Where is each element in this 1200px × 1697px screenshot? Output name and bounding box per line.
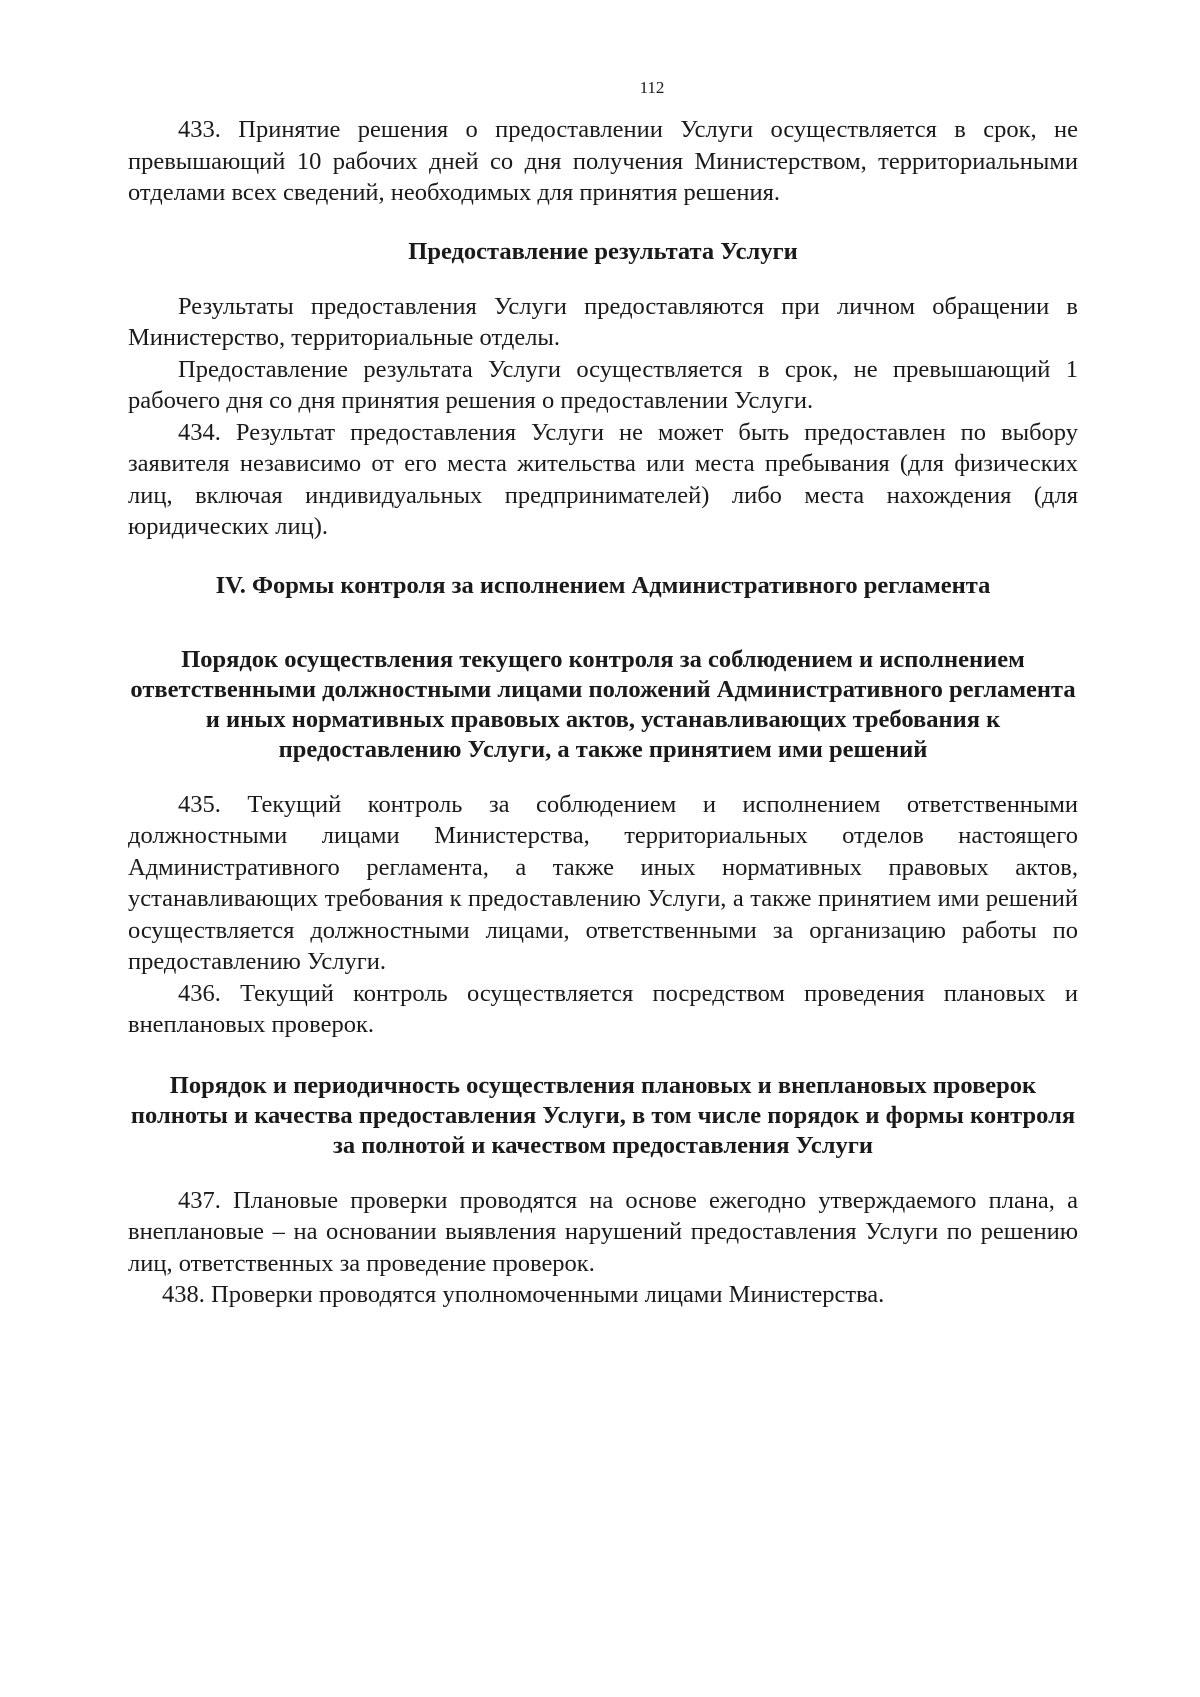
document-body [128, 114, 1078, 1311]
paragraph-436: 436. Текущий контроль осуществляется посредством проведения плановых и внеплановых проверок. [128, 979, 1078, 1038]
paragraph-437: 437. Плановые проверки проводятся на основе ежегодно утверждаемого плана, а внеплановые – на основании выявления нарушений предоставления Услуги по решению лиц, ответственных за проведение проверок. [128, 1186, 1078, 1277]
heading-current-control: Порядок осуществления текущего контроля за соблюдением и исполнением ответственными должностными лицами положений Административного регламента и иных нормативных правовых актов, устанавливающих требования к предоставлению Услуги, а также принятием ими решений [130, 645, 1076, 763]
page-number: 112 [639, 78, 665, 97]
paragraph-result-1: Результаты предоставления Услуги предоставляются при личном обращении в Министерство, территориальные отделы. [128, 292, 1078, 351]
paragraph-435: 435. Текущий контроль за соблюдением и исполнением ответственными должностными лицами Министерства, территориальных отделов настоящего Административного регламента, а также иных нормативных правовых актов, устанавливающих требования к предоставлению Услуги, а также принятием ими решений осуществляется должностными лицами, ответственными за организацию работы по предоставлению Услуги. [128, 790, 1078, 975]
paragraph-433: 433. Принятие решения о предоставлении Услуги осуществляется в срок, не превышающий 10 рабочих дней со дня получения Министерством, территориальными отделами всех сведений, необходимых для принятия решения. [128, 116, 1078, 206]
heading-result-provision: Предоставление результата Услуги [408, 237, 798, 265]
paragraph-result-2: Предоставление результата Услуги осуществляется в срок, не превышающий 1 рабочего дня со дня принятия решения о предоставлении Услуги. [128, 355, 1078, 414]
paragraph-438: 438. Проверки проводятся уполномоченными лицами Министерства. [162, 1281, 885, 1308]
heading-inspections: Порядок и периодичность осуществления плановых и внеплановых проверок полноты и качества предоставления Услуги, в том числе порядок и формы контроля за полнотой и качеством предоставления Услуги [130, 1071, 1076, 1159]
paragraph-434: 434. Результат предоставления Услуги не может быть предоставлен по выбору заявителя независимо от его места жительства или места пребывания (для физических лиц, включая индивидуальных предпринимателей) либо места нахождения (для юридических лиц). [128, 418, 1078, 540]
heading-section-iv: IV. Формы контроля за исполнением Административного регламента [215, 571, 991, 599]
